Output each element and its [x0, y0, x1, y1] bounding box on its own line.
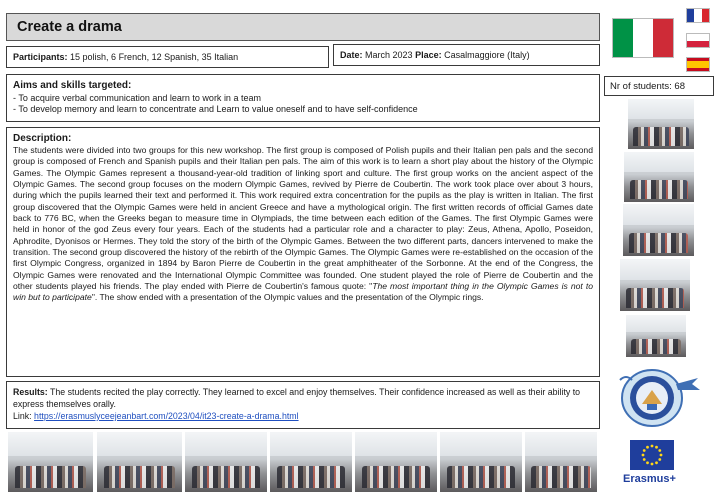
photo: [525, 432, 597, 492]
aims-box: [6, 74, 600, 122]
description-text: [13, 145, 593, 304]
aims-heading: Aims and skills targeted:: [13, 80, 132, 91]
photo: [624, 152, 694, 202]
results-box: [6, 381, 600, 429]
results-label: Results:: [13, 387, 48, 397]
erasmus-plus-logo: Erasmus+: [623, 473, 676, 485]
link-label: Link:: [13, 411, 32, 421]
description-box: [6, 127, 600, 377]
photo: [185, 432, 267, 492]
description-ending: ". The show ended with a presentation of the Olympic values and the presentation of the Olympic rings.: [91, 292, 484, 303]
photo: [8, 432, 93, 492]
photo: [620, 259, 690, 311]
date-place-box: [333, 44, 600, 66]
photo: [355, 432, 437, 492]
date-label: Date:: [340, 50, 363, 60]
place-value: Casalmaggiore (Italy): [444, 50, 530, 60]
photo: [628, 99, 694, 149]
participants-label: Participants:: [13, 52, 68, 62]
nr-students-label: Nr of students:: [610, 81, 672, 92]
poland-flag-icon: [686, 33, 710, 48]
participants-value: 15 polish, 6 French, 12 Spanish, 35 Italian: [70, 52, 239, 62]
participants-box: [6, 46, 329, 68]
description-body: The students were divided into two groups for this new workshop. The first group is composed of Polish pupils and their Italian pen pals and the second group is composed of French and Spanish pupils and their Italian pen pals. The aim of this work is to learn a short play about the history of the Olympic Games. The Olympic Games represent a thousand-year-old tradition of linking sport and culture. The first group works on the ancient aspect of the Olympic Games. The second group focuses on the modern Olympic Games, revived by Pierre de Coubertin. The work took place over about 3 hours, during which the pupils learned their text and performed it. This work required extra concentration for the pupils as the play is written in Italian. The first group discovered that the Olympic Games were held in ancient Greece and have a mythological origin. The first written records of official Games date back to 776 BC, when the Greeks began to measure time in Olympiads, the time between each edition of the Games. The first Olympic Games were held in honor of the god Zeus every four years. Each of the students had a particular role and a character to play: Zeus, Athena, Apollo, Poseidon, Aphrodite, Dyonisos or Hermes. They told the story of the birth of the Olympic Games. Between the two different parts, dancers intervened to make the transition. The second group discovered the history of the rebirth of the Olympic Games. The Olympic Games were re-established on the occasion of the first Olympic Congress, organized in 1894 by Baron Pierre de Coubertin in the great amphitheater of the Sorbonne. At the end of the Congress, the Olympic Games were renovated and the International Olympic Committee was founded. One student played the role of Pierre de Coubertin and the other students played his friends. The play ended with Pierre de Coubertin's famous quote: ": [13, 145, 593, 292]
photo: [97, 432, 182, 492]
school-logo-icon: [612, 360, 704, 434]
date-value: March 2023: [365, 50, 413, 60]
description-quote: The most important thing in the Olympic Games is not to win but to participate: [13, 281, 593, 303]
title-box: [6, 13, 600, 41]
results-text: The students recited the play correctly. They learned to excel and enjoy themselves. Their confidence increased as well as their ability to express themselves orally.: [13, 387, 581, 409]
france-flag-icon: [686, 8, 710, 23]
nr-students-value: 68: [674, 81, 685, 92]
eu-flag-icon: [630, 440, 674, 470]
aims-item: - To acquire verbal communication and learn to work in a team: [13, 93, 261, 103]
spain-flag-icon: [686, 57, 710, 72]
photo: [440, 432, 522, 492]
photo: [626, 315, 686, 357]
page-title: Create a drama: [17, 19, 122, 35]
italy-flag-icon: [612, 18, 674, 58]
photo: [623, 204, 694, 256]
description-heading: Description:: [13, 133, 72, 144]
place-label: Place:: [415, 50, 442, 60]
aims-item: - To develop memory and learn to concentrate and Learn to value oneself and to have self-confidence: [13, 104, 418, 114]
workshop-link[interactable]: https://erasmuslyceejeanbart.com/2023/04/it23-create-a-drama.html: [34, 411, 299, 421]
nr-students-box: [604, 76, 714, 96]
photo: [270, 432, 352, 492]
